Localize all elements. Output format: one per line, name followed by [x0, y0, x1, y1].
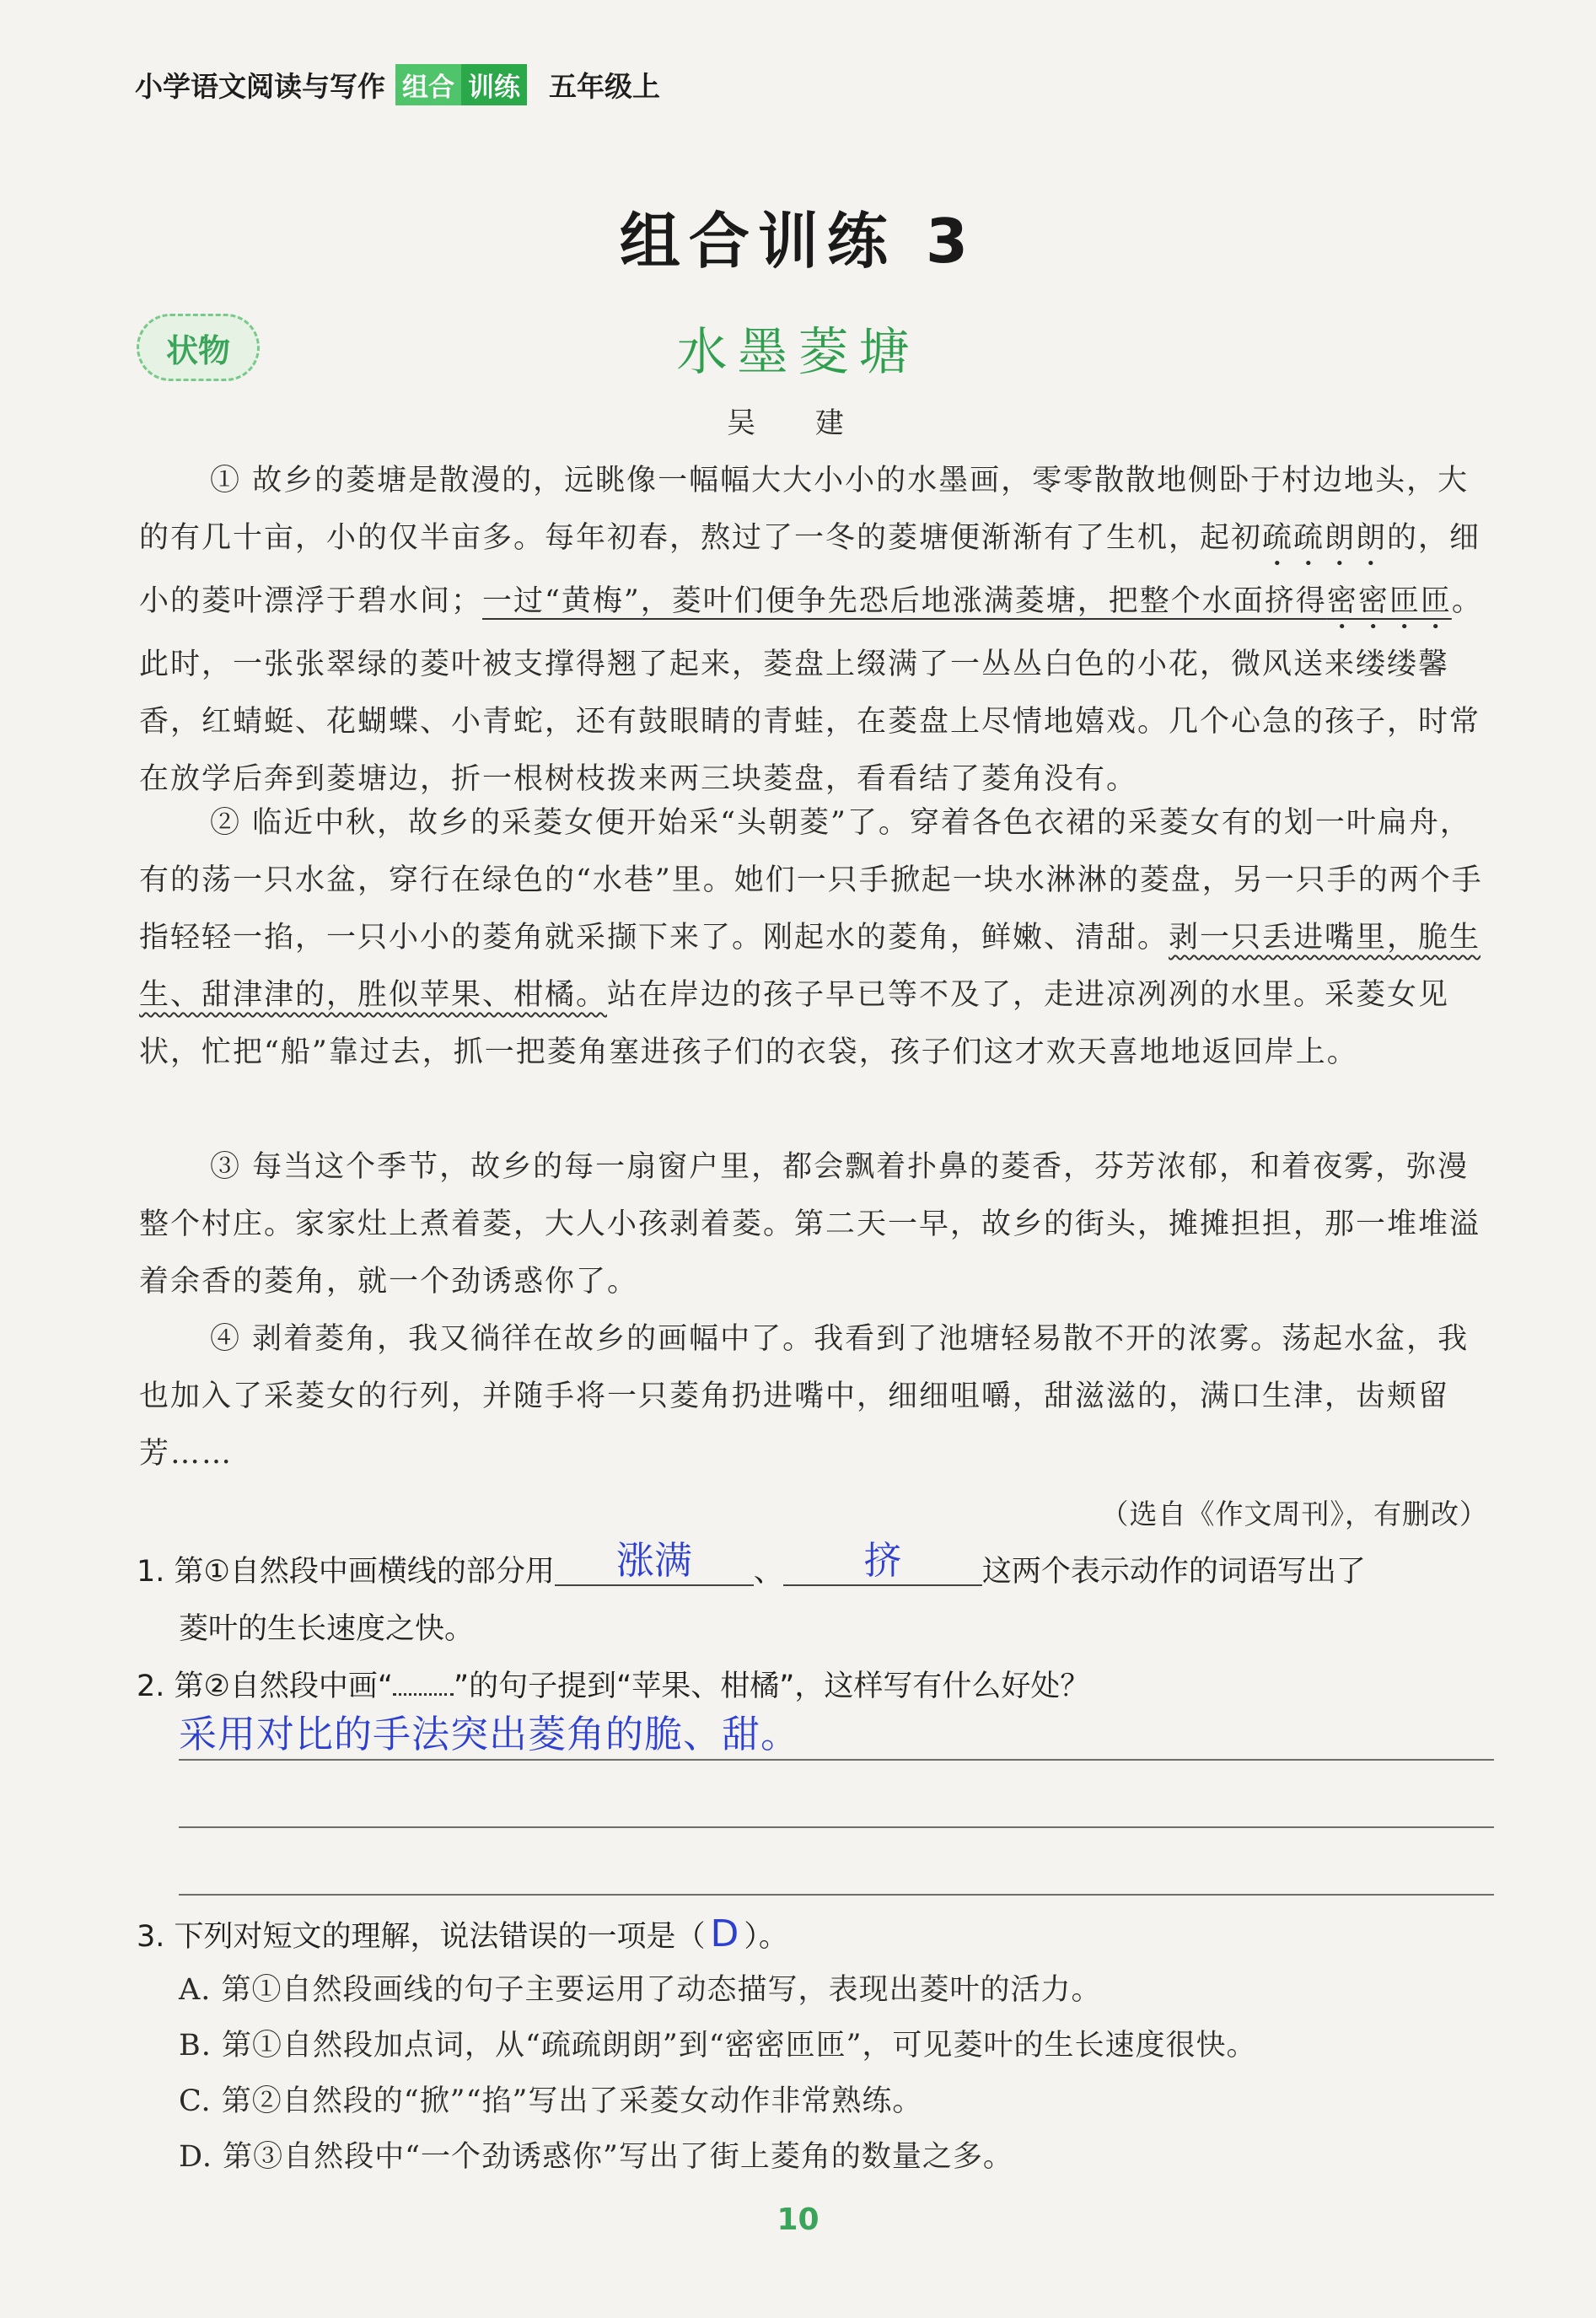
q3-prefix: 3. 下列对短文的理解，说法错误的一项是（ [137, 1920, 706, 1954]
q2-suffix: ”的句子提到“苹果、柑橘”，这样写有什么好处？ [454, 1670, 1090, 1703]
page-header [135, 61, 660, 108]
header-tag-training: 训练 [461, 64, 527, 105]
question-1 [137, 1538, 1494, 1658]
wavy-underlined-sentence: 剥一只丢进嘴里，脆生生、甜津津的，胜似苹果、柑橘。 [139, 921, 1481, 1012]
page-title: 组合训练 3 [619, 206, 977, 277]
option-d: D. 第③自然段中“一个劲诱惑你”写出了街上菱角的数量之多。 [179, 2140, 1013, 2174]
q2-prefix: 2. 第②自然段中画“ [137, 1670, 394, 1703]
q3-answer[interactable]: D [710, 1912, 739, 1955]
p2-text-b: 站在岸边的孩子早已等不及了，走进凉冽冽的水里。采菱女见状，忙把“船”靠过去，抓一把菱角塞进孩子们的衣袋，孩子们这才欢天喜地地返回岸上。 [139, 978, 1450, 1069]
header-tag-combo: 组合 [395, 64, 461, 105]
option-a: A. 第①自然段画线的句子主要运用了动态描写，表现出菱叶的活力。 [179, 1973, 1102, 2007]
paragraph-1 [139, 452, 1488, 808]
p2-text-a: ② 临近中秋，故乡的采菱女便开始采“头朝菱”了。穿着各色衣裙的采菱女有的划一叶扁舟，有的荡一只水盆，穿行在绿色的“水巷”里。她们一只手掀起一块水淋淋的菱盘，另一只手的两个手指轻轻一掐，一只小小的菱角就采撷下来了。刚起水的菱角，鲜嫩、清甜。 [139, 806, 1483, 955]
article-title: 水墨菱塘 [676, 323, 920, 382]
dotted-word-1: 疏疏朗朗 [1262, 521, 1388, 555]
question-3 [137, 1906, 1494, 1966]
option-c: C. 第②自然段的“掀”“掐”写出了采菱女动作非常熟练。 [179, 2084, 923, 2118]
paragraph-2 [139, 794, 1488, 1081]
q1-blank-2[interactable] [783, 1538, 982, 1586]
page-number: 10 [777, 2202, 819, 2237]
dotted-word-2: 密密匝匝 [1326, 584, 1452, 618]
p1-text-c: 。此时，一张张翠绿的菱叶被支撑得翘了起来，菱盘上缀满了一丛丛白色的小花，微风送来缕缕馨香，红蜻蜓、花蝴蝶、小青蛇，还有鼓眼睛的青蛙，在菱盘上尽情地嬉戏。几个心急的孩子，时常在放学后奔到菱塘边，折一根树枝拨来两三块菱盘，看看结了菱角没有。 [139, 584, 1483, 796]
paragraph-4: ④ 剥着菱角，我又徜徉在故乡的画幅中了。我看到了池塘轻易散不开的浓雾。荡起水盆，我也加入了采菱女的行列，并随手将一只菱角扔进嘴中，细细咀嚼，甜滋滋的，满口生津，齿颊留芳…… [139, 1322, 1470, 1471]
q1-answer-1: 涨满 [615, 1538, 692, 1583]
article-author: 吴 建 [727, 406, 869, 440]
book-series-title: 小学语文阅读与写作 [135, 69, 385, 103]
paragraph-3: ③ 每当这个季节，故乡的每一扇窗户里，都会飘着扑鼻的菱香，芬芳浓郁，和着夜雾，弥漫整个村庄。家家灶上煮着菱，大人小孩剥着菱。第二天一早，故乡的街头，摊摊担担，那一堆堆溢着余香的菱角，就一个劲诱惑你了。 [139, 1150, 1481, 1299]
answer-line-2[interactable] [179, 1826, 1494, 1828]
q1-prefix: 1. 第①自然段中画横线的部分用 [137, 1555, 555, 1589]
q1-line-2: 菱叶的生长速度之快。 [179, 1612, 475, 1646]
q1-answer-2: 挤 [863, 1538, 902, 1583]
q1-suffix: 这两个表示动作的词语写出了 [981, 1555, 1366, 1589]
q2-answer: 采用对比的手法突出菱角的脆、甜。 [179, 1712, 800, 1756]
p1-text-a: ① 故乡的菱塘是散漫的，远眺像一幅幅大大小小的水墨画，零零散散地侧卧于村边地头，大的有几十亩，小的仅半亩多。每年初春，熬过了一冬的菱塘便渐渐有了生机，起初 [139, 464, 1470, 555]
article-source: （选自《作文周刊》，有删改） [1100, 1498, 1488, 1530]
wavy-line-symbol [393, 1675, 454, 1696]
grade-label: 五年级上 [549, 69, 660, 103]
option-b: B. 第①自然段加点词，从“疏疏朗朗”到“密密匝匝”，可见菱叶的生长速度很快。 [179, 2029, 1257, 2063]
q3-suffix: ）。 [744, 1920, 788, 1954]
answer-line-3[interactable] [179, 1894, 1494, 1896]
category-badge: 状物 [137, 314, 260, 381]
underlined-sentence: 一过“黄梅”，菱叶们便争先恐后地涨满菱塘，把整个水面挤得 [482, 584, 1327, 618]
q1-blank-1[interactable] [555, 1538, 754, 1586]
p1-text-b: 的，细小的菱叶漂浮于碧水间； [139, 521, 1481, 618]
answer-line-1[interactable] [179, 1759, 1494, 1761]
q1-separator: 、 [753, 1555, 783, 1589]
